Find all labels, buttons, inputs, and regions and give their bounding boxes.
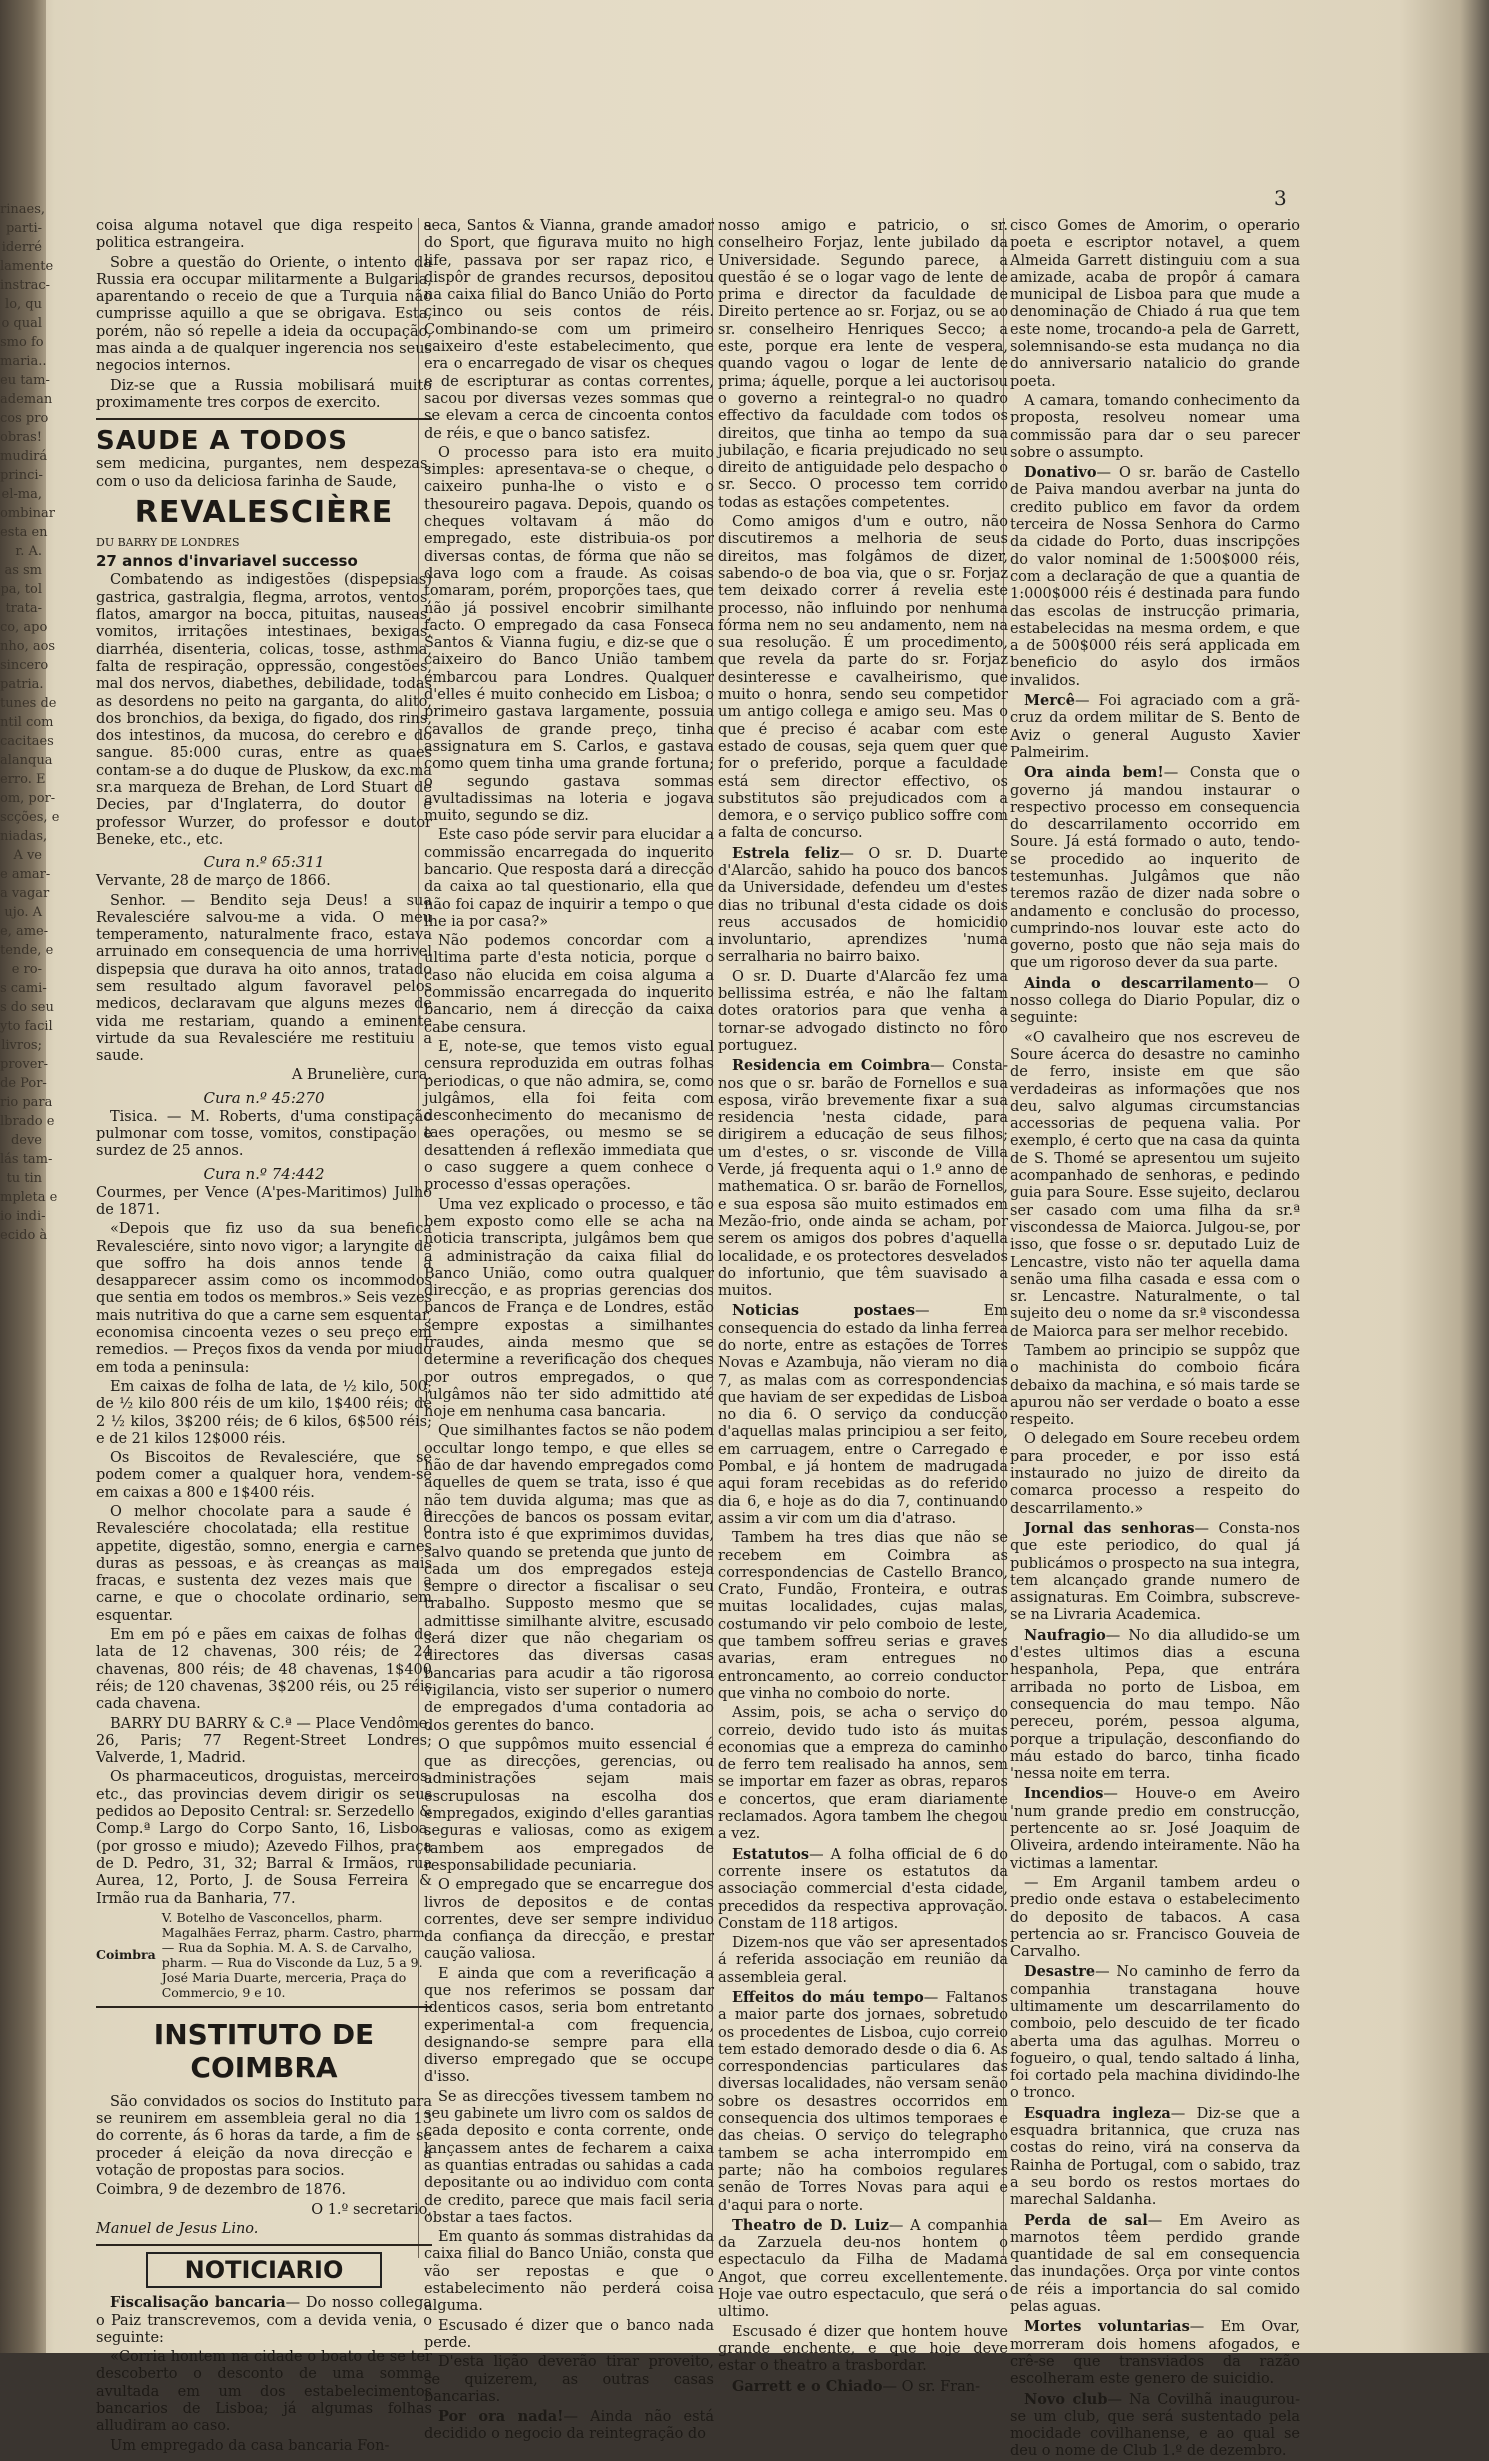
column-2 [424,218,714,2443]
column-3 [718,218,1008,2395]
news-text: — Consta que o governo já mandou instaurar o respectivo processo em consequencia do descarrilamento occorrido em Soure. Já está formado o auto, tendo-se procedido ao inquerito de testemunhas. Julgâmos que não teremos razão de dizer nada sobre o andamento e conclusão do processo, cumprindo-nos louvar este acto do governo, posto que não seja mais do que um rigoroso dever da sua parte. [1010,765,1300,972]
cure-heading: Cura n.º 45:270 [203,1088,325,1107]
article-text: O que suppômos muito essencial é que as direcções, gerencias, ou administrações sejam mais escrupulosas na escolha dos empregados, exigindo d'elles garantias seguras e valiosas, como as exigem tambem aos empregados de responsabilidade pecuniaria. [424,1736,714,1874]
spine-fragment: tu tin [6,1171,42,1186]
coimbra-list: V. Botelho de Vasconcellos, pharm. Magalhães Ferraz, pharm. Castro, pharm. — Rua da Sophia. M. A. S. de Carvalho, pharm. — Rua do Visconde da Luz, 5 a 9. José Maria Duarte, merceria, Praça do Commercio, 9 e 10. [161,1909,429,2000]
quoted-text: Tambem ao principio se suppôz que o machinista do comboio ficára debaixo da machina, e só mais tarde se apurou não ser verdade o boato a esse respeito. [1010,1343,1300,1429]
quoted-text: Um empregado da casa bancaria Fon- [110,2437,390,2454]
spine-fragment: ademan [0,392,53,407]
spine-fragment: rinaes, [0,202,45,217]
cure-text: Senhor. — Bendito seja Deus! a sua Revalesciére salvou-me a vida. O meu temperamento, naturalmente fraco, estava arruinado em consequencia de uma horrivel dispepsia que durava ha oito annos, tratado sem resultado algum favoravel pelos medicos, declaravam que alguns mezes de vida me restariam, quando a eminente virtude da sua Revalesciére me restituiu a saude. [96,892,432,1065]
news-keyword: Esquadra ingleza [1024,2104,1171,2122]
spine-fragment: el-ma, [1,487,42,502]
news-keyword: Residencia em Coimbra [732,1057,931,1075]
news-text: — O sr. barão de Castello de Paiva mandou averbar na junta do credito publico em favor da ordem terceira de Nossa Senhora do Carmo da cidade do Porto, duas inscripções do valor nominal de 1:500$000 réis, com a declaração de que a quantia de 1:000$000 réis é destinada para fundo das escolas de instrucção primaria, estabelecidas na mesma ordem, e que a de 500$000 réis será applicada em beneficio do asylo dos irmãos invalidos. [1010,465,1300,689]
news-text: — Ainda não está decidido o negocio da reintegração do [424,2409,714,2443]
chocolate-note: O melhor chocolate para a saude é a Revalesciére chocolatada; ella restitue o appetite, digestão, somno, energia e carnes duras as pessoas, e às creanças as mais fracas, e sustenta dez vezes mais que a carne, e que o chocolate ordinario, sem esquentar. [96,1504,432,1624]
article-text: cisco Gomes de Amorim, o operario poeta e escriptor notavel, a quem Almeida Garrett distinguiu com a sua amizade, acaba de propôr á camara municipal de Lisboa para que mude a denominação de Chiado á rua que tem este nome, trocando-a pela de Garrett, solemnisando-se esta mudança no dia do anniversario natalicio do grande poeta. [1010,218,1300,390]
column-4 [1010,218,1300,2460]
news-keyword: Por ora nada! [438,2408,564,2426]
news-keyword: Novo club [1024,2390,1108,2408]
spine-fragment: om, por- [0,791,56,806]
news-keyword: Mortes voluntarias [1024,2318,1190,2336]
column-1 [96,218,432,2454]
news-text: — Em consequencia do estado da linha ferrea do norte, entre as estações de Torres Novas e Azambuja, não vieram no dia 7, as malas com as correspondencias que haviam de ser expedidas de Lisboa no dia 6. O serviço da conducção d'aquellas malas principiou a ser feito, em carruagem, entre o Carregado e Pombal, e já hontem de madrugada aqui foram recebidas as do referido dia 6, e hoje as do dia 7, continuando assim a vir com um dia d'atraso. [718,1303,1008,1527]
article-text: seca, Santos & Vianna, grande amador do Sport, que figurava muito no high life, passava por ser rapaz rico, e dispôr de grandes recursos, depositou na caixa filial do Banco União do Porto cinco ou seis contos de réis. Combinando-se com um primeiro caixeiro d'este estabelecimento, que era o encarregado de visar os cheques e de escripturar as contas correntes, sacou por diversas vezes sommas que se elevam a cerca de cincoenta contos de réis, e que o banco satisfez. [424,218,714,442]
news-keyword: Ainda o descarrilamento [1024,974,1254,992]
price-list: Em caixas de folha de lata, de ½ kilo, 500; de ½ kilo 800 réis de um kilo, 1$400 réis; de 2 ½ kilos, 3$200 réis; de 6 kilos, 6$500 réis; e de 21 kilos 12$000 réis. [96,1378,432,1447]
page-number: 3 [1274,186,1287,210]
spine-fragment: lás tam- [0,1152,53,1167]
spine-fragment: yto facil [0,1019,53,1034]
news-text: — O sr. D. Duarte d'Alarcão, sahido ha pouco dos bancos da Universidade, defendeu um d'estes dias no tribunal d'esta cidade os dois reus accusados de homicidio involuntario, aprendizes 'numa serralharia no bairro baixo. [718,845,1008,966]
article-text: E ainda que com a reverificação a que nos referimos se possam dar identicos casos, seria bom entretanto experimental-a com frequencia, designando-se sempre para ella diverso empregado que se occupe d'isso. [424,1965,714,2086]
spine-fragment: A ve [13,848,42,863]
article-text: Escusado é dizer que o banco nada perde. [424,2317,714,2351]
spine-fragment: s cami- [0,981,47,996]
institute-secretary-name: Manuel de Jesus Lino. [96,2220,259,2237]
news-keyword: Mercê [1024,692,1075,710]
spine-fragment: parti- [5,221,42,236]
spine-fragment: tende, e [0,943,54,958]
news-text: — Em Ovar, morreram dois homens afogados, e crê-se que transviados da razão escolheram este genero de suicidio. [1010,2319,1300,2388]
article-text: Não podemos concordar com a ultima parte d'esta noticia, porque o caso não elucida em coisa alguma a commissão encarregada do inquerito bancario, nem á direcção da caixa cabe censura. [424,933,714,1036]
divider [96,418,432,420]
news-text: — O sr. Fran- [882,2378,980,2395]
news-text: — No caminho de ferro da companhia transtagana houve ultimamente um descarrilamento do comboio, pelo descuido de ter ficado aberta uma das agulhas. Morreu o fogueiro, o qual, tendo saltado á linha, foi cortado pela machina dividindo-lhe o tronco. [1010,1964,1300,2102]
news-item [718,2378,1008,2396]
spine-fragment: r. A. [15,544,42,559]
news-text: — Faltanos a maior parte dos jornaes, sobretudo os procedentes de Lisboa, cujo correio tem estado demorado desde o dia 6. As correspondencias particulares das diversas localidades, não versam senão sobre os desastres occorridos em consequencia dos ultimos temporaes e das cheias. O serviço do telegrapho tambem se acha interrompido em parte; não ha comboios regulares senão de Torres Novas para aqui e d'aqui para o norte. [718,1989,1008,2214]
cure-heading: Cura n.º 65:311 [203,853,325,872]
article-text: nosso amigo e patricio, o sr. conselheiro Forjaz, lente jubilado da Universidade. Segundo parece, a questão é se o logar vago de lente de prima e director da faculdade de Direito pertence ao sr. Forjaz, ou se ao sr. conselheiro Henriques Secco; a este, porque era lente de vespera, quando vagou o logar de lente de prima; áquelle, porque a lei auctorisou o governo a reintegral-o no quadro effectivo da faculdade com todos os direitos, que tinha ao tempo da sua jubilação, e ficaria prejudicado no seu direito de antiguidade pelo despacho o sr. Secco. O processo tem corrido todas as estações competentes. [718,218,1008,511]
news-keyword: Effeitos do máu tempo [732,1988,924,2006]
article-text: O sr. D. Duarte d'Alarcão fez uma bellissima estréa, e não lhe faltam dotes oratorios para que venha a tornar-se advogado distincto no fôro portuguez. [718,968,1008,1054]
spine-fragment: smo fo [0,335,44,350]
coimbra-label: Coimbra [96,1947,156,1963]
spine-fragment: lo, qu [5,297,42,312]
quoted-text: O delegado em Soure recebeu ordem para proceder, e por isso está instaurado no juizo de direito da comarca processo a respeito do descarrilamento.» [1010,1431,1300,1517]
article-text: O empregado que se encarregue dos livros de depositos e de contas correntes, deve ser sempre individuo da confiança da direcção, e prestar caução valiosa. [424,1877,714,1963]
news-item [1010,2391,1300,2461]
spine-fragment: alanqua [0,753,53,768]
pharmacy-note: Os pharmaceuticos, droguistas, merceiros, etc., das provincias devem dirigir os seus pedidos ao Deposito Central: sr. Serzedello & Comp.ª Largo do Corpo Santo, 16, Lisboa, (por grosso e miudo); Azevedo Filhos, praça de D. Pedro, 31, 32; Barral & Irmãos, rua Aurea, 12, Porto, J. de Sousa Ferreira & Irmão rua da Banharia, 77. [96,1769,432,1907]
spine-fragment: trata- [5,601,42,616]
spine-fragment: lbrado e [0,1114,55,1129]
spine-fragment: livros; [1,1038,42,1053]
news-keyword: Ora ainda bem! [1024,764,1164,782]
spine-fragment: rio para [0,1095,53,1110]
spine-fragment: ombinar [0,506,55,521]
ad-headline: SAUDE A TODOS [96,426,348,457]
news-item [1010,764,1300,973]
cure-place: Courmes, per Vence (A'pes-Maritimos) Julho de 1871. [96,1184,432,1218]
article-text: Se as direcções tivessem tambem no seu gabinete um livro com os saldos de cada deposito e conta corrente, onde lançassem antes de fecharem a caixa as quantias entradas ou sahidas a cada depositante ou ao individuo com conta de credito, parece que mais facil seria obstar a taes factos. [424,2088,714,2226]
spine-fragment: tunes de [0,696,57,711]
news-keyword: Noticias postaes [732,1302,916,1320]
news-item [1010,1627,1300,1784]
divider [96,2244,432,2246]
article-text: A camara, tomando conhecimento da proposta, resolveu nomear uma commissão para dar o seu parecer sobre o assumpto. [1010,392,1300,461]
news-text: — A folha official de 6 do corrente insere os estatutos da associação commercial d'esta cidade, precedidos da respectiva approvação. Constam de 118 artigos. [718,1846,1008,1932]
spine-fragment: prover- [0,1057,49,1072]
article-text: Sobre a questão do Oriente, o intento da Russia era occupar militarmente a Bulgaria, aparentando o receio de que a Turquia não cumprisse aquillo a que se obrigava. Esta, porém, não só repelle a ideia da occupação, mas ainda a de qualquer ingerencia nos seus negocios internos. [96,254,432,375]
news-keyword: Perda de sal [1024,2211,1148,2229]
news-text: — O nosso collega do Diario Popular, diz o seguinte: [1010,975,1300,1027]
news-keyword: Naufragio [1024,1626,1106,1644]
spine-fragment: scções, e [0,810,60,825]
news-item [718,1302,1008,1528]
spine-fragment: mpleta e [0,1190,58,1205]
article-text: Uma vez explicado o processo, e tão bem exposto como elle se acha na noticia transcripta, julgâmos bem que a administração da caixa filial do Banco União, como outra qualquer direcção, e as proprias gerencias dos bancos de França e de Londres, estão sempre expostas a similhantes fraudes, ainda mesmo que se determine a reverificação dos cheques por outros empregados, o que julgâmos não ter sido admittido até hoje em nenhuma casa bancaria. [424,1196,714,1421]
news-item [1010,464,1300,690]
news-item [718,1057,1008,1300]
spine-fragment: lamente [0,259,54,274]
spine-fragment: patria. [0,677,44,692]
ad-brand: REVALESCIÈRE [134,494,394,530]
spine-fragment: ntil com [0,715,54,730]
news-keyword: Donativo [1024,464,1097,482]
ad-subtitle: sem medicina, purgantes, nem despezas, com o uso da deliciosa farinha de Saude, [96,456,432,490]
spine-fragment: a vagar [0,886,50,901]
article-text: Diz-se que a Russia mobilisará muito proximamente tres corpos de exercito. [96,377,432,411]
coimbra-stockists [96,1910,432,2000]
news-item [424,2408,714,2444]
cure-text: «Depois que fiz uso da sua benefica Revalesciére, sinto novo vigor; a laryngite de que soffro ha dois annos tende a desapparecer assim como os incommodos que sentia em todos os membros.» Seis vezes mais nutritiva do que a carne sem esquentar, economisa cincoenta vezes o seu preço em remedios. — Preços fixos da venda por miudo em toda a peninsula: [96,1221,432,1376]
spine-fragment: cacitaes [0,734,54,749]
article-text: Tambem ha tres dias que não se recebem em Coimbra as correspondencias de Castello Branco, Crato, Fundão, Fronteira, e outras muitas localidades, cujas malas, costumando vir pelo comboio de leste, que tambem soffreu serias e graves avarias, eram entregues no entroncamento, ao correio conductor que vinha no comboio do norte. [718,1530,1008,1702]
news-item [718,1846,1008,1933]
news-item [1010,1520,1300,1625]
spine-fragment: de Por- [0,1076,47,1091]
spine-fragment: e ro- [11,962,42,977]
news-text: — Houve-o em Aveiro 'num grande predio em construcção, pertencente ao sr. José Joaquim de Oliveira, ardendo inteiramente. Não ha victimas a lamentar. [1010,1786,1300,1872]
news-keyword: Jornal das senhoras [1024,1519,1195,1537]
article-text: Que similhantes factos se não podem occultar longo tempo, e que elles se hão de dar havendo empregados como aquelles de quem se trata, isso é que não tem duvida alguma; mas que as direcções de bancos os possam evitar, contra isto é que exprimimos duvidas, salvo quando se pretenda que junto de cada um dos empregados esteja sempre o director a fiscalisar o seu trabalho. Supposto mesmo que se admittisse similhante alvitre, escusado será dizer que não chegariam os directores das diversas casas bancarias para acudir a tão rigorosa vigilancia, visto ser superior o numero de empregados d'uma contadoria ao dos gerentes do banco. [424,1423,714,1734]
spine-fragment: e amar- [0,867,51,882]
cure-text: Tisica. — M. Roberts, d'uma constipação pulmonar com tosse, vomitos, constipação e surdez de 25 annos. [96,1108,432,1160]
ad-tagline: 27 annos d'invariavel successo [96,552,358,571]
news-item [1010,2318,1300,2388]
news-keyword: Theatro de D. Luiz [732,2216,889,2234]
news-item [718,845,1008,967]
spine-fragment: cos pro [0,411,49,426]
news-text: — Na Covilhã inaugurou-se um club, que será sustentado pela mocidade covilhanense, e ao qual se deu o nome de Club 1.º de dezembro. [1010,2391,1300,2460]
news-text: — Do nosso collega o Paiz transcrevemos, com a devida venia, o seguinte: [96,2295,432,2346]
news-keyword: Desastre [1024,1963,1096,1981]
news-text: — Consta-nos que o sr. barão de Fornellos e sua esposa, virão brevemente fixar a sua residencia 'nesta cidade, para dirigirem a educação de seus filhos; um d'estes, o sr. visconde de Villa Verde, já frequenta aqui o 1.º anno de mathematica. O sr. barão de Fornellos, e sua esposa são muito estimados em Mezão-frio, onde ainda se acham, por serem os amigos dos pobres d'aquella localidade, e os protectores desvelados do infortunio, que têm suavisado a muitos. [718,1058,1008,1300]
news-item [1010,1785,1300,1872]
news-keyword: Estatutos [732,1845,810,1863]
ad-saude [96,426,432,2000]
article-text: Escusado é dizer que hontem houve grande enchente, e que hoje deve estar o theatro a trasbordar. [718,2323,1008,2375]
spine-fragment: niadas, [0,829,48,844]
spine-fragment: eu tam- [0,373,50,388]
spine-fragment: s do seu [0,1000,54,1015]
article-text: Assim, pois, se acha o serviço do correio, devido tudo isto ás muitas economias que a empreza do caminho de ferro tem realisado ha annos, sem se importar em fazer as obras, reparos e concertos, que eram diariamente reclamados. Agora tambem lhe chegou a vez. [718,1705,1008,1843]
news-text: — Diz-se que a esquadra britannica, que cruza nas costas do reino, virá na conserva da Rainha de Portugal, com o sabido, traz a seu bordo os restos mortaes do marechal Saldanha. [1010,2105,1300,2209]
institute-heading: INSTITUTO DE COIMBRA [153,2017,375,2084]
article-text: — Em Arganil tambem ardeu o predio onde estava o estabelecimento do deposito de tabacos. A casa pertencia ao sr. Francisco Gouveia de Carvalho. [1010,1874,1300,1961]
news-text: — No dia alludido-se um d'estes ultimos dias a escuna hespanhola, Pepa, que entrára arribada no porto de Lisboa, em consequencia do mau tempo. Não pereceu, porém, pessoa alguma, porque a tripulação, desconfiando do máu estado do barco, tinha ficado 'nessa noite em terra. [1010,1627,1300,1783]
spine-fragment: deve [10,1133,42,1148]
spine-fragment: maria.. [0,354,47,369]
news-item [1010,2105,1300,2210]
news-text: — Foi agraciado com a grã-cruz da ordem militar de S. Bento de Aviz o general Augusto Xavier Palmeirim. [1010,693,1300,761]
spine-fragment: mudirá [0,449,48,464]
news-text: — Consta-nos que este periodico, do qual já publicámos o prospecto na sua integra, tem alcançado grande numero de assignaturas. Em Coimbra, subscreve-se na Livraria Academica. [1010,1520,1300,1624]
spine-fragment: ujo. A [4,905,42,920]
news-keyword: Fiscalisação bancaria [110,2294,286,2312]
divider [96,2006,432,2008]
spine-fragment: co, apo [0,620,48,635]
quoted-text: «Corria hontem na cidade o boato de se ter descoberto o desconto de uma somma avultada em um dos estabelecimentos bancarios de Lisboa; já algumas folhas alludiram ao caso. [96,2349,432,2435]
article-text: coisa alguma notavel que diga respeito a politica estrangeira. [96,218,432,252]
news-item [718,2217,1008,2322]
news-text: — Em Aveiro as marnotos têem perdido grande quantidade de sal em consequencia das inundações. Orça por vinte contos de réis a importancia do sal comido pelas aguas. [1010,2212,1300,2316]
institute-date: Coimbra, 9 de dezembro de 1876. [96,2182,346,2199]
spine-fragment: io indi- [0,1209,46,1224]
spine-fragment: instrac- [0,278,51,293]
news-item [96,2294,432,2347]
section-heading-noticiario: NOTICIARIO [146,2252,382,2288]
cure-place: Vervante, 28 de março de 1866. [96,873,331,890]
news-item [1010,2212,1300,2317]
spine-fragment: sincero [0,658,49,673]
ad-body: Combatendo as indigestões (dispepsias) gastrica, gastralgia, flegma, arrotos, ventos, flatos, amargor na bocca, pituitas, nauseas, vomitos, irritações intestinaes, bexigas, diarrhéa, disenteria, colicas, tosse, asthma, falta de respiração, oppressão, congestões, mal dos nervos, diabethes, debilidade, todas as desordens no peito na garganta, do alito, dos bronchios, da bexiga, do figado, dos rins, dos intestinos, da mucosa, do cerebro e do sangue. 85:000 curas, entre as quaes contam-se a do duque de Pluskow, da exc.ma sr.a marqueza de Brehan, de Lord Stuart de Decies, par d'Inglaterra, do doutor e professor Wurzer, do professor e doutor Beneke, etc., etc. [96,572,432,848]
spine-fragment: princi- [0,468,43,483]
quoted-text: «O cavalheiro que nos escreveu de Soure ácerca do desastre no caminho de ferro, insiste em que são verdadeiras as informações que nos deu, salvo algumas circumstancias accessorias de pequena valia. Por exemplo, é certo que na casa da quinta de S. Thomé se apresentou um sujeito acompanhado de senhoras, e pedindo guia para Soure. Esse sujeito, declarou ser casado com uma filha da sr.ª viscondessa de Maiorca. Julgou-se, por isso, que fosse o sr. deputado Luiz de Lencastre, visto não ter aquella dama senão uma filha casada e essa com o sr. Lencastre. Naturalmente, o tal sujeito deu o nome da sr.ª viscondessa de Maiorca para ser melhor recebido. [1010,1029,1300,1340]
article-text: Dizem-nos que vão ser apresentados á referida associação em reunião da assembleia geral. [718,1935,1008,1986]
company-address: BARRY DU BARRY & C.ª — Place Vendôme, 26, Paris; 77 Regent-Street Londres; Valverde, 1, Madrid. [96,1715,432,1767]
news-item [1010,975,1300,1028]
spine-fragment: ecido à [0,1228,48,1243]
cure-heading: Cura n.º 74:442 [203,1164,325,1183]
spine-text-fragments [0,200,60,2100]
cure-signature: A Brunelière, cura. [291,1067,432,1084]
news-keyword: Garrett e o Chiado [732,2377,883,2395]
news-item [1010,692,1300,762]
ad-maker: DU BARRY DE LONDRES [96,535,240,549]
article-text: Como amigos d'um e outro, não discutiremos a melhoria de seus direitos, mas folgâmos de dizer, sabendo-o de boa via, que o sr. Forjaz tem deixado correr á revelia este processo, não influindo por nenhuma fórma nem no seu andamento, nem na sua resolução. É um procedimento, que revela da parte do sr. Forjaz desinteresse e cavalheirismo, que muito o honra, sendo seu competidor um antigo collega e amigo seu. Mas o que é preciso é acabar com este estado de cousas, seja quem quer que for o preferido, porque a faculdade está sem director effectivo, os substitutos são prejudicados com a demora, e o serviço publico soffre com a falta de concurso. [718,514,1008,842]
article-text: D'esta lição deverão tirar proveito, se quizerem, as outras casas bancarias. [424,2354,714,2405]
spine-fragment: iderré [1,240,42,255]
spine-fragment: pa, tol [0,582,42,597]
institute-notice: São convidados os socios do Instituto para se reunirem em assembleia geral no dia 13 do corrente, ás 6 horas da tarde, a fim de se proceder á eleição da nova direcção e á votação de propostas para socios. [96,2093,432,2180]
spine-fragment: as sm [4,563,42,578]
spine-fragment: nho, aos [0,639,56,654]
article-text: Este caso póde servir para elucidar a commissão encarregada do inquerito bancario. Que resposta dará a direcção da caixa ao tal questionario, ella que não foi capaz de inquirir a tempo o que lhe ia por casa?» [424,827,714,930]
chocolate-prices: Em em pó e pães em caixas de folhas de lata de 12 chavenas, 300 réis; de 24 chavenas, 800 réis; de 48 chavenas, 1$400 réis; de 120 chavenas, 3$200 réis, ou 25 réis cada chavena. [96,1627,432,1713]
news-item [1010,1963,1300,2102]
article-text: E, note-se, que temos visto egual censura reproduzida em outras folhas periodicas, o que não admira, se, como julgâmos, ella foi feita com desconhecimento do mecanismo de taes operações, ou mesmo se se desattenden á reflexão immediata que o caso suggere a quem conhece o processo d'essas operações. [424,1038,714,1194]
news-item [718,1989,1008,2215]
article-text: O processo para isto era muito simples: apresentava-se o cheque, o caixeiro punha-lhe o visto e o thesoureiro pagava. Depois, quando os cheques voltavam á mão do empregado, este distribuia-os por diversas contas, de fórma que não se dava logo com a fraude. As coisas tomaram, porém, proporções taes, que não já possivel encobrir similhante facto. O empregado da casa Fonseca Santos & Vianna fugiu, e diz-se que o caixeiro do Banco União tambem embarcou para Londres. Qualquer d'elles é muito conhecido em Lisboa; o primeiro gastava largamente, possuia cavallos de grande preço, tinha assignatura em S. Carlos, e gastava como quem tinha uma grande fortuna; o segundo gastava sommas avultadissimas na loteria e jogava muito, segundo se diz. [424,444,714,825]
spine-fragment: e, ame- [0,924,49,939]
spine-fragment: erro. E [0,772,46,787]
article-text: Em quanto ás sommas distrahidas da caixa filial do Banco União, consta que vão ser repostas e que o estabelecimento não perderá coisa alguma. [424,2229,714,2315]
news-keyword: Estrela feliz [732,844,840,862]
spine-fragment: o qual [1,316,42,331]
institute-secretary-title: O 1.º secretario, [311,2201,432,2218]
spine-fragment: obras! [0,430,43,445]
news-text: — A companhia da Zarzuela deu-nos hontem o espectaculo da Filha de Madama Angot, que correu excellentemente. Hoje vae outro espectaculo, que será o ultimo. [718,2217,1008,2321]
biscuits-note: Os Biscoitos de Revalesciére, que se podem comer a qualquer hora, vendem-se em caixas a 800 e 1$400 réis. [96,1450,432,1501]
spine-fragment: esta en [0,525,48,540]
news-keyword: Incendios [1024,1785,1104,1803]
